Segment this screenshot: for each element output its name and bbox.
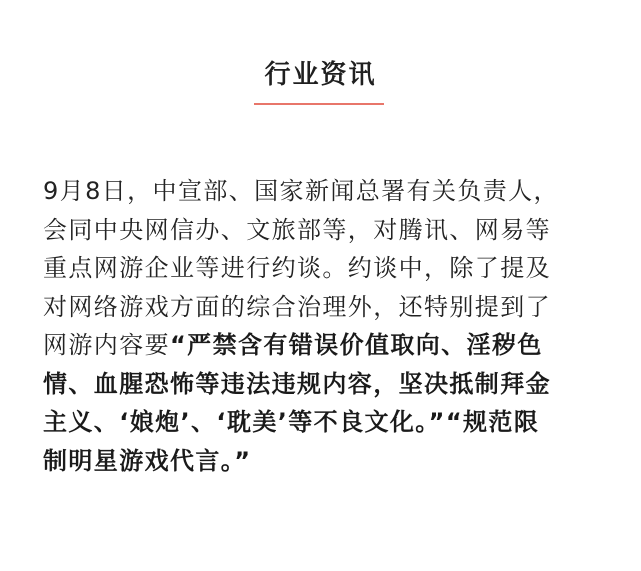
body-line — [43, 249, 608, 288]
body-text-segment: 网游内容要 — [43, 331, 170, 359]
emphasized-text: 制明星游戏代言。” — [43, 446, 252, 475]
emphasized-text: 主义、‘娘炮’、‘耽美’等不良文化。”“规范限 — [43, 408, 540, 436]
emphasized-text: 情、血腥恐怖等违法违规内容，坚决抵制拜金 — [43, 369, 551, 398]
body-line — [43, 326, 608, 365]
body-text-segment: 会同中央网信办、文旅部等，对腾讯、网易等 — [43, 215, 551, 244]
section-title: 行业资讯 — [264, 60, 377, 90]
body-text-segment: 对网络游戏方面的综合治理外，还特别提到了 — [43, 292, 551, 321]
emphasized-text: “严禁含有错误价值取向、淫秽色 — [170, 331, 543, 359]
body-line — [43, 288, 608, 327]
body-line — [43, 172, 608, 211]
body-line — [43, 365, 608, 404]
article-body — [43, 172, 608, 480]
body-line — [43, 442, 608, 481]
body-text-segment: 重点网游企业等进行约谈。约谈中，除了提及 — [43, 254, 551, 282]
body-text-segment: 9月8日，中宣部、国家新闻总署有关负责人， — [43, 177, 559, 205]
title-underline — [254, 103, 384, 105]
body-line — [43, 211, 608, 250]
body-line — [43, 403, 608, 442]
